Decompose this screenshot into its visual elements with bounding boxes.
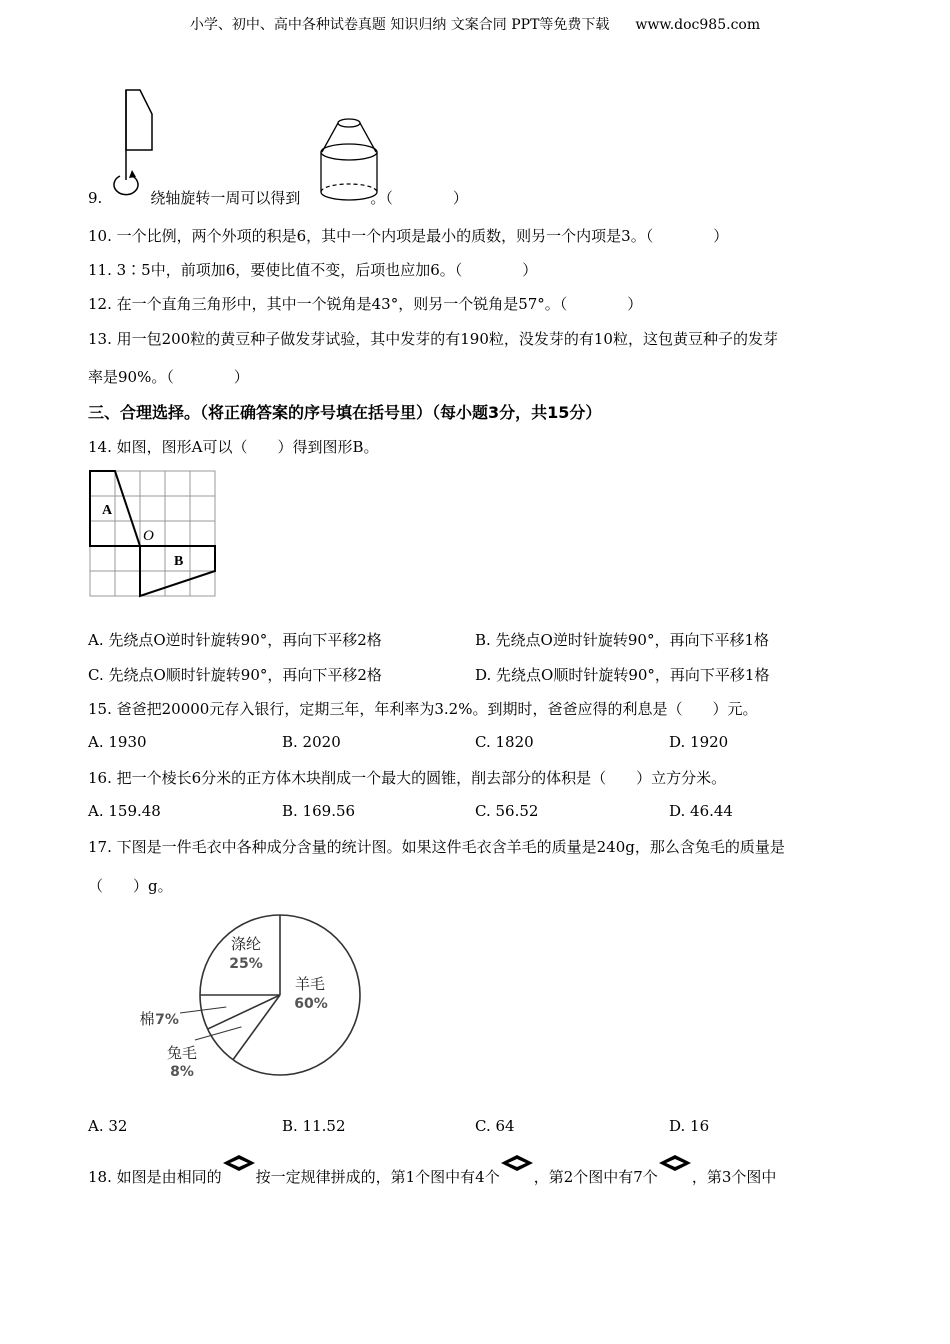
q18-part4: ，第3个图中 <box>691 1168 777 1186</box>
pie-label-rabbit-hair: 兔毛 <box>166 1044 198 1062</box>
q9-plane-shape <box>126 90 152 150</box>
q9-line <box>88 187 468 208</box>
q13-line1: 13. 用一包200粒的黄豆种子做发芽试验，其中发芽的有190粒，没发芽的有10粒，这包黄豆种子的发芽 <box>88 330 778 348</box>
q10-text: 10. 一个比例，两个外项的积是6，其中一个内项是最小的质数，则另一个内项是3。（ ） <box>88 227 729 245</box>
section-3-title: 三、合理选择。（将正确答案的序号填在括号里）（每小题3分，共15分） <box>88 403 602 422</box>
q16-option-b[interactable]: B. 169.56 <box>282 802 356 820</box>
diamond-icon <box>222 1154 256 1170</box>
q9-number: 9. <box>88 189 103 207</box>
q14-label-o: O <box>143 528 154 544</box>
q14-label-b: B <box>174 554 184 569</box>
q14-option-c[interactable]: C. 先绕点O顺时针旋转90°，再向下平移2格 <box>88 666 382 684</box>
q16-text: 16. 把一个棱长6分米的正方体木块削成一个最大的圆锥，削去部分的体积是（ ）立方分米。 <box>88 769 727 787</box>
q18-part2: 按一定规律拼成的，第1个图中有4个 <box>255 1168 500 1186</box>
q14-text: 14. 如图，图形A可以（ ）得到图形B。 <box>88 438 379 456</box>
q15-option-c[interactable]: C. 1820 <box>475 733 534 751</box>
q13-line2: 率是90%。（ ） <box>88 368 249 386</box>
q17-pie-chart <box>130 903 370 1083</box>
q15-text: 15. 爸爸把20000元存入银行，定期三年，年利率为3.2%。到期时，爸爸应得的利息是（ ）元。 <box>88 700 758 718</box>
q14-option-d[interactable]: D. 先绕点O顺时针旋转90°，再向下平移1格 <box>475 666 770 684</box>
pie-value-cotton: 7% <box>155 1012 179 1028</box>
q18-part1: 18. 如图是由相同的 <box>88 1168 222 1186</box>
pie-label-polyester: 涤纶 <box>230 935 262 953</box>
q15-option-a[interactable]: A. 1930 <box>88 733 147 751</box>
q15-option-b[interactable]: B. 2020 <box>282 733 341 751</box>
q14-option-a[interactable]: A. 先绕点O逆时针旋转90°，再向下平移2格 <box>88 631 382 649</box>
pie-value-rabbit-hair: 8% <box>170 1064 194 1080</box>
q17-line1: 17. 下图是一件毛衣中各种成分含量的统计图。如果这件毛衣含羊毛的质量是240g，那么含兔毛的质量是 <box>88 838 785 856</box>
header-url[interactable]: www.doc985.com <box>635 17 761 33</box>
pie-value-polyester: 25% <box>229 956 263 972</box>
pie-label-wool: 羊毛 <box>294 975 326 993</box>
q12-text: 12. 在一个直角三角形中，其中一个锐角是43°，则另一个锐角是57°。（ ） <box>88 295 643 313</box>
q16-option-d[interactable]: D. 46.44 <box>669 802 733 820</box>
q17-option-b[interactable]: B. 11.52 <box>282 1117 346 1135</box>
page-header <box>0 14 950 34</box>
q15-option-d[interactable]: D. 1920 <box>669 733 729 751</box>
pie-value-wool: 60% <box>294 996 328 1012</box>
q18-part3: ，第2个图中有7个 <box>533 1168 658 1186</box>
pie-label-cotton: 棉 <box>139 1010 155 1028</box>
diamond-icon <box>658 1154 692 1170</box>
diamond-icon <box>500 1154 534 1170</box>
q14-option-b[interactable]: B. 先绕点O逆时针旋转90°，再向下平移1格 <box>475 631 769 649</box>
q16-option-a[interactable]: A. 159.48 <box>88 802 161 820</box>
q18-line <box>88 1164 776 1187</box>
q16-option-c[interactable]: C. 56.52 <box>475 802 539 820</box>
q14-grid-figure <box>90 471 220 601</box>
q9-tail: 。（ ） <box>370 189 468 207</box>
q14-label-a: A <box>102 503 113 518</box>
q17-option-a[interactable]: A. 32 <box>88 1117 128 1135</box>
q11-text: 11. 3∶5中，前项加6，要使比值不变，后项也应加6。（ ） <box>88 261 538 279</box>
header-text: 小学、初中、高中各种试卷真题 知识归纳 文案合同 PPT等免费下载 <box>189 17 610 33</box>
q9-text: 绕轴旋转一周可以得到 <box>150 189 301 207</box>
q17-option-c[interactable]: C. 64 <box>475 1117 515 1135</box>
q17-option-d[interactable]: D. 16 <box>669 1117 710 1135</box>
q17-line2: （ ）g。 <box>88 877 173 895</box>
